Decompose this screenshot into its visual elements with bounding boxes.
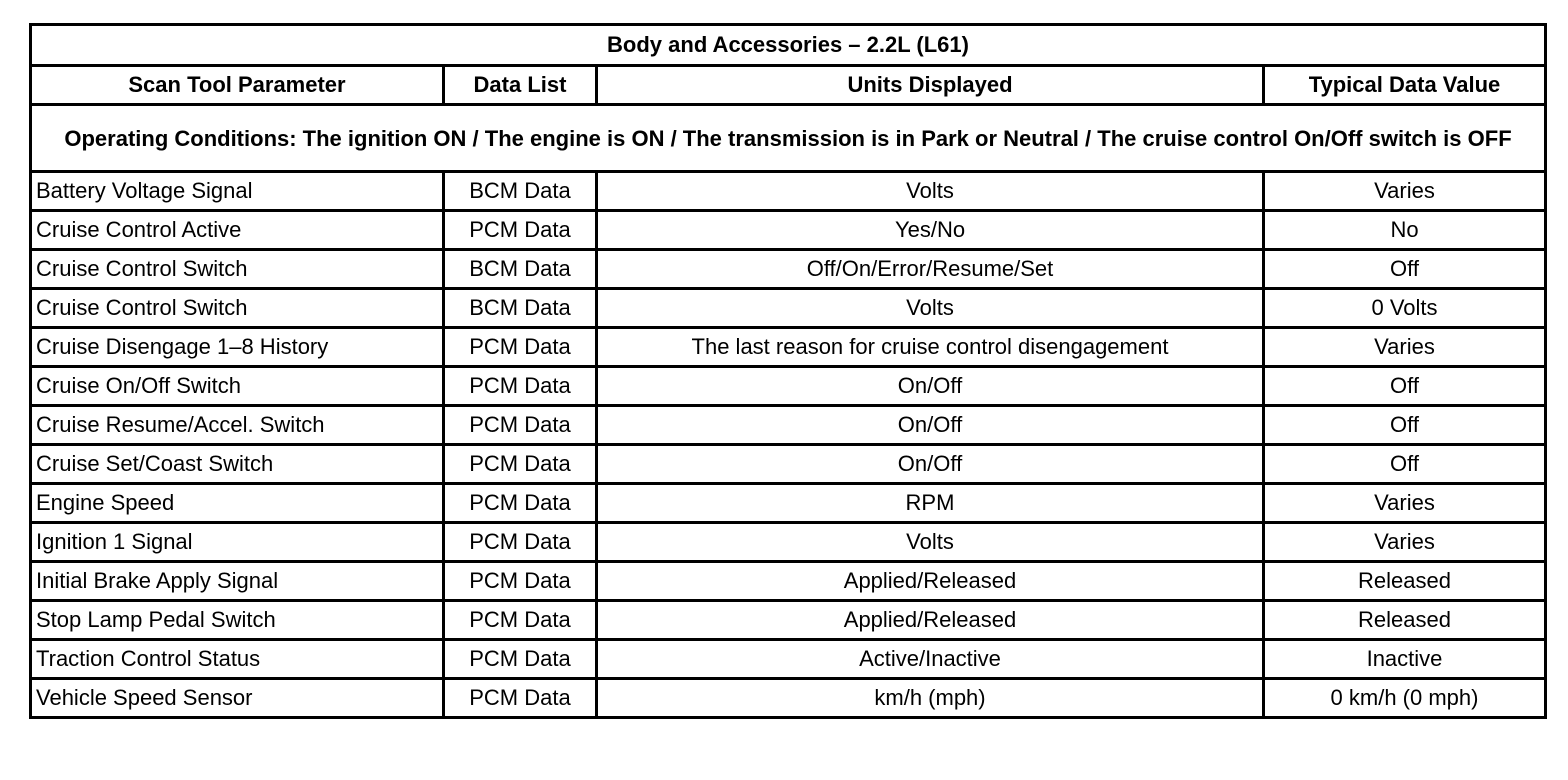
cell-units: Applied/Released xyxy=(597,562,1264,601)
table-row xyxy=(31,601,1546,640)
cell-parameter: Battery Voltage Signal xyxy=(31,172,444,211)
cell-parameter: Cruise Control Switch xyxy=(31,289,444,328)
cell-data-list: PCM Data xyxy=(444,445,597,484)
cell-parameter: Cruise Control Switch xyxy=(31,250,444,289)
cell-data-list: PCM Data xyxy=(444,679,597,718)
table-row xyxy=(31,172,1546,211)
cell-typical: Varies xyxy=(1264,523,1546,562)
cell-parameter: Cruise Control Active xyxy=(31,211,444,250)
cell-typical: 0 Volts xyxy=(1264,289,1546,328)
cell-typical: Released xyxy=(1264,601,1546,640)
cell-units: km/h (mph) xyxy=(597,679,1264,718)
cell-units: On/Off xyxy=(597,406,1264,445)
cell-data-list: PCM Data xyxy=(444,367,597,406)
cell-parameter: Cruise Set/Coast Switch xyxy=(31,445,444,484)
header-parameter: Scan Tool Parameter xyxy=(31,66,444,105)
cell-typical: 0 km/h (0 mph) xyxy=(1264,679,1546,718)
operating-conditions: Operating Conditions: The ignition ON / The engine is ON / The transmission is in Park or Neutral / The cruise control On/Off switch is OFF xyxy=(31,105,1546,172)
cell-parameter: Cruise On/Off Switch xyxy=(31,367,444,406)
cell-data-list: BCM Data xyxy=(444,250,597,289)
cell-data-list: BCM Data xyxy=(444,289,597,328)
cell-units: On/Off xyxy=(597,367,1264,406)
cell-units: Volts xyxy=(597,289,1264,328)
cell-data-list: PCM Data xyxy=(444,406,597,445)
cell-data-list: PCM Data xyxy=(444,562,597,601)
table-row xyxy=(31,679,1546,718)
cell-typical: Inactive xyxy=(1264,640,1546,679)
cell-data-list: PCM Data xyxy=(444,640,597,679)
cell-parameter: Initial Brake Apply Signal xyxy=(31,562,444,601)
cell-units: Off/On/Error/Resume/Set xyxy=(597,250,1264,289)
table-row xyxy=(31,640,1546,679)
cell-parameter: Vehicle Speed Sensor xyxy=(31,679,444,718)
table-title: Body and Accessories – 2.2L (L61) xyxy=(31,25,1546,66)
cell-data-list: PCM Data xyxy=(444,523,597,562)
cell-typical: Off xyxy=(1264,406,1546,445)
cell-data-list: PCM Data xyxy=(444,601,597,640)
cell-parameter: Cruise Resume/Accel. Switch xyxy=(31,406,444,445)
cell-units: Active/Inactive xyxy=(597,640,1264,679)
cell-units: Applied/Released xyxy=(597,601,1264,640)
cell-parameter: Stop Lamp Pedal Switch xyxy=(31,601,444,640)
cell-units: RPM xyxy=(597,484,1264,523)
table-row xyxy=(31,523,1546,562)
cell-typical: Varies xyxy=(1264,484,1546,523)
cell-units: Yes/No xyxy=(597,211,1264,250)
data-table xyxy=(29,23,1547,719)
cell-typical: Off xyxy=(1264,367,1546,406)
cell-units: Volts xyxy=(597,523,1264,562)
header-row xyxy=(31,66,1546,105)
table-row xyxy=(31,562,1546,601)
cell-parameter: Cruise Disengage 1–8 History xyxy=(31,328,444,367)
cell-typical: Varies xyxy=(1264,328,1546,367)
cell-parameter: Ignition 1 Signal xyxy=(31,523,444,562)
cell-data-list: PCM Data xyxy=(444,484,597,523)
table-row xyxy=(31,211,1546,250)
table-row xyxy=(31,367,1546,406)
table-body xyxy=(31,172,1546,718)
cell-typical: Off xyxy=(1264,250,1546,289)
cell-data-list: PCM Data xyxy=(444,211,597,250)
table-row xyxy=(31,328,1546,367)
header-units: Units Displayed xyxy=(597,66,1264,105)
title-row xyxy=(31,25,1546,66)
cell-units: The last reason for cruise control disengagement xyxy=(597,328,1264,367)
table-row xyxy=(31,484,1546,523)
cell-units: Volts xyxy=(597,172,1264,211)
cell-units: On/Off xyxy=(597,445,1264,484)
operating-conditions-row xyxy=(31,105,1546,172)
cell-parameter: Traction Control Status xyxy=(31,640,444,679)
table-row xyxy=(31,406,1546,445)
table-row xyxy=(31,250,1546,289)
cell-parameter: Engine Speed xyxy=(31,484,444,523)
cell-typical: Off xyxy=(1264,445,1546,484)
cell-data-list: PCM Data xyxy=(444,328,597,367)
cell-typical: No xyxy=(1264,211,1546,250)
header-typical: Typical Data Value xyxy=(1264,66,1546,105)
cell-typical: Released xyxy=(1264,562,1546,601)
table-row xyxy=(31,289,1546,328)
header-data-list: Data List xyxy=(444,66,597,105)
cell-data-list: BCM Data xyxy=(444,172,597,211)
table-row xyxy=(31,445,1546,484)
cell-typical: Varies xyxy=(1264,172,1546,211)
